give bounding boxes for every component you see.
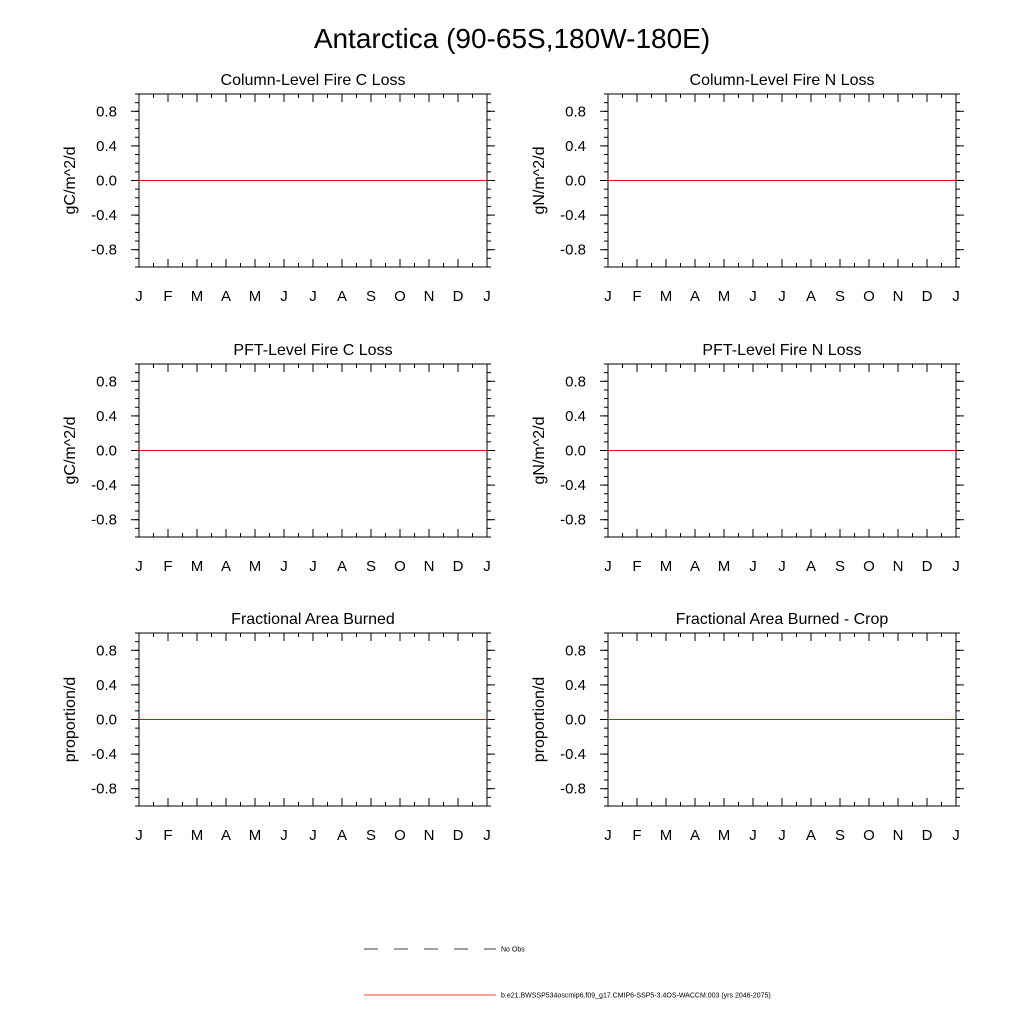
y-tick-label: -0.4 [560, 477, 586, 495]
chart-panel [531, 342, 964, 575]
y-tick-label: 0.8 [96, 642, 117, 660]
y-axis-label: proportion/d [531, 676, 548, 763]
x-tick-label: J [280, 288, 288, 305]
x-tick-label: S [834, 558, 846, 575]
x-tick-label: F [632, 558, 642, 575]
x-tick-label: N [892, 558, 904, 575]
x-tick-label: D [921, 558, 933, 575]
x-tick-label: J [135, 288, 143, 305]
y-tick-label: 0.8 [96, 373, 117, 391]
chart-panel [531, 72, 964, 305]
x-tick-label: M [659, 558, 673, 575]
x-tick-label: J [135, 827, 143, 844]
chart-panel [531, 611, 964, 844]
x-tick-label: A [220, 827, 232, 844]
y-tick-label: 0.4 [96, 676, 117, 694]
y-tick-label: 0.0 [565, 442, 586, 460]
figure-title: Antarctica (90-65S,180W-180E) [313, 23, 711, 54]
x-tick-label: M [248, 558, 262, 575]
x-tick-label: A [336, 827, 348, 844]
x-tick-label: M [190, 288, 204, 305]
panel-title: Fractional Area Burned - Crop [675, 611, 889, 628]
x-tick-label: J [778, 558, 786, 575]
chart-panel [62, 611, 495, 844]
chart-panel [62, 72, 495, 305]
x-tick-label: J [309, 558, 317, 575]
chart-panel [62, 342, 495, 575]
x-tick-label: N [423, 827, 435, 844]
x-tick-label: J [604, 827, 612, 844]
x-tick-label: J [280, 558, 288, 575]
x-tick-label: D [921, 827, 933, 844]
y-tick-label: 0.4 [565, 407, 586, 425]
y-tick-label: 0.4 [96, 407, 117, 425]
x-tick-label: J [749, 288, 757, 305]
x-tick-label: F [163, 558, 173, 575]
x-tick-label: A [220, 288, 232, 305]
y-tick-label: 0.0 [565, 711, 586, 729]
x-tick-label: S [834, 288, 846, 305]
panel-title: Column-Level Fire N Loss [689, 72, 875, 89]
x-tick-label: S [365, 288, 377, 305]
x-tick-label: M [717, 827, 731, 844]
x-tick-label: O [394, 827, 406, 844]
legend-label: No Obs [501, 946, 525, 954]
panel-title: PFT-Level Fire N Loss [702, 342, 862, 359]
y-axis-label: proportion/d [62, 676, 79, 763]
legend [364, 947, 771, 1000]
x-tick-label: A [336, 558, 348, 575]
panel-title: PFT-Level Fire C Loss [233, 342, 393, 359]
x-tick-label: A [805, 288, 817, 305]
y-tick-label: 0.8 [565, 373, 586, 391]
x-tick-label: A [805, 827, 817, 844]
y-tick-label: -0.4 [91, 207, 117, 225]
x-tick-label: M [717, 288, 731, 305]
x-tick-label: J [483, 288, 491, 305]
x-tick-label: O [863, 288, 875, 305]
y-tick-label: 0.8 [565, 642, 586, 660]
x-tick-label: A [689, 288, 701, 305]
y-axis-label: gN/m^2/d [531, 146, 548, 215]
x-tick-label: D [452, 827, 464, 844]
y-tick-label: 0.0 [96, 172, 117, 190]
x-tick-label: J [483, 827, 491, 844]
x-tick-label: J [952, 288, 960, 305]
x-tick-label: M [659, 827, 673, 844]
y-axis-label: gC/m^2/d [62, 146, 79, 215]
y-tick-label: -0.8 [91, 241, 117, 259]
x-tick-label: J [749, 558, 757, 575]
x-tick-label: J [483, 558, 491, 575]
x-tick-label: O [394, 288, 406, 305]
x-tick-label: M [717, 558, 731, 575]
x-tick-label: N [892, 288, 904, 305]
panel-title: Fractional Area Burned [231, 611, 395, 628]
x-tick-label: J [135, 558, 143, 575]
y-tick-label: -0.4 [560, 746, 586, 764]
y-tick-label: 0.8 [565, 103, 586, 121]
y-tick-label: 0.4 [96, 137, 117, 155]
y-tick-label: -0.4 [560, 207, 586, 225]
x-tick-label: M [659, 288, 673, 305]
x-tick-label: F [163, 827, 173, 844]
x-tick-label: D [452, 288, 464, 305]
y-tick-label: -0.8 [560, 780, 586, 798]
x-tick-label: N [892, 827, 904, 844]
x-tick-label: M [248, 827, 262, 844]
y-tick-label: 0.4 [565, 137, 586, 155]
y-tick-label: 0.8 [96, 103, 117, 121]
x-tick-label: N [423, 558, 435, 575]
y-tick-label: -0.8 [560, 511, 586, 529]
x-tick-label: O [394, 558, 406, 575]
y-tick-label: 0.0 [96, 442, 117, 460]
x-tick-label: M [190, 558, 204, 575]
x-tick-label: F [163, 288, 173, 305]
y-tick-label: -0.8 [560, 241, 586, 259]
x-tick-label: J [749, 827, 757, 844]
x-tick-label: O [863, 558, 875, 575]
x-tick-label: J [309, 288, 317, 305]
x-tick-label: S [365, 827, 377, 844]
x-tick-label: S [365, 558, 377, 575]
x-tick-label: S [834, 827, 846, 844]
panel-title: Column-Level Fire C Loss [220, 72, 406, 89]
y-axis-label: gN/m^2/d [531, 416, 548, 485]
x-tick-label: J [952, 827, 960, 844]
x-tick-label: J [952, 558, 960, 575]
x-tick-label: A [689, 558, 701, 575]
x-tick-label: N [423, 288, 435, 305]
x-tick-label: J [778, 288, 786, 305]
x-tick-label: J [604, 558, 612, 575]
x-tick-label: J [280, 827, 288, 844]
x-tick-label: M [248, 288, 262, 305]
x-tick-label: D [452, 558, 464, 575]
x-tick-label: J [604, 288, 612, 305]
x-tick-label: F [632, 288, 642, 305]
y-tick-label: -0.8 [91, 780, 117, 798]
y-tick-label: -0.4 [91, 746, 117, 764]
x-tick-label: J [778, 827, 786, 844]
x-tick-label: M [190, 827, 204, 844]
x-tick-label: A [336, 288, 348, 305]
y-tick-label: -0.8 [91, 511, 117, 529]
x-tick-label: F [632, 827, 642, 844]
x-tick-label: A [805, 558, 817, 575]
x-tick-label: O [863, 827, 875, 844]
legend-label: b.e21.BWSSP534oscmip6.f09_g17.CMIP6-SSP5-3.4OS-WACCM.003 (yrs 2046-2075) [501, 992, 771, 1000]
x-tick-label: D [921, 288, 933, 305]
x-tick-label: A [689, 827, 701, 844]
panels [62, 72, 964, 844]
y-tick-label: 0.4 [565, 676, 586, 694]
y-axis-label: gC/m^2/d [62, 416, 79, 485]
y-tick-label: 0.0 [96, 711, 117, 729]
x-tick-label: A [220, 558, 232, 575]
x-tick-label: J [309, 827, 317, 844]
y-tick-label: -0.4 [91, 477, 117, 495]
y-tick-label: 0.0 [565, 172, 586, 190]
